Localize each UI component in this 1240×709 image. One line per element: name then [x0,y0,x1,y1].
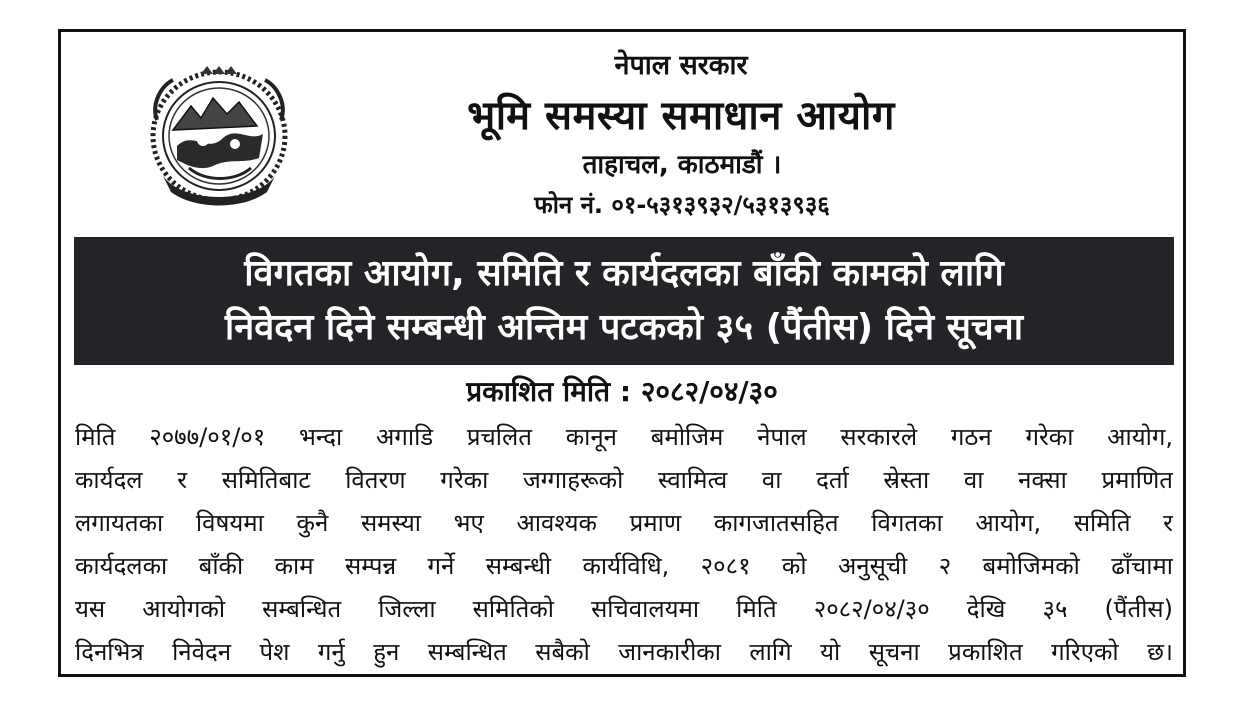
phone-number: फोन नं. ०१-५३१३९३२/५३१३९३६ [534,191,830,219]
banner-title-line-2: निवेदन दिने सम्बन्धी अन्तिम पटकको ३५ (पैंतीस) दिने सूचना [224,307,1024,348]
body-line: कार्यदलका बाँकी काम सम्पन्न गर्ने सम्बन्धी कार्यविधि, २०८१ को अनुसूची २ बमोजिमको ढाँचामा [75,552,1173,580]
body-line: कार्यदल र समितिबाट वितरण गरेका जग्गाहरूको स्वामित्व वा दर्ता स्रेस्ता वा नक्सा प्रमाणित [75,466,1173,494]
commission-name: भूमि समस्या समाधान आयोग [467,93,895,139]
body-line: यस आयोगको सम्बन्धित जिल्ला समितिको सचिवालयमा मिति २०८२/०४/३० देखि ३५ (पैंतीस) [75,595,1173,623]
body-line: मिति २०७७/०१/०१ भन्दा अगाडि प्रचलित कानून बमोजिम नेपाल सरकारले गठन गरेका आयोग, [75,423,1173,451]
notice-body [75,416,1173,674]
body-line: दिनभित्र निवेदन पेश गर्नु हुन सम्बन्धित सबैको जानकारीका लागि यो सूचना प्रकाशित गरिएको छ। [75,638,1173,666]
body-line: लगायतका विषयमा कुनै समस्या भए आवश्यक प्रमाण कागजातसहित विगतका आयोग, समिति र [75,509,1173,537]
notice-title-banner [74,237,1174,365]
notice-frame [58,29,1186,677]
publication-date: प्रकाशित मिति : २०८२/०४/३० [466,375,778,408]
banner-title-line-1: विगतका आयोग, समिति र कार्यदलका बाँकी कामको लागि [244,253,1004,294]
office-address: ताहाचल, काठमाडौं । [582,150,782,180]
government-name: नेपाल सरकार [614,50,748,81]
